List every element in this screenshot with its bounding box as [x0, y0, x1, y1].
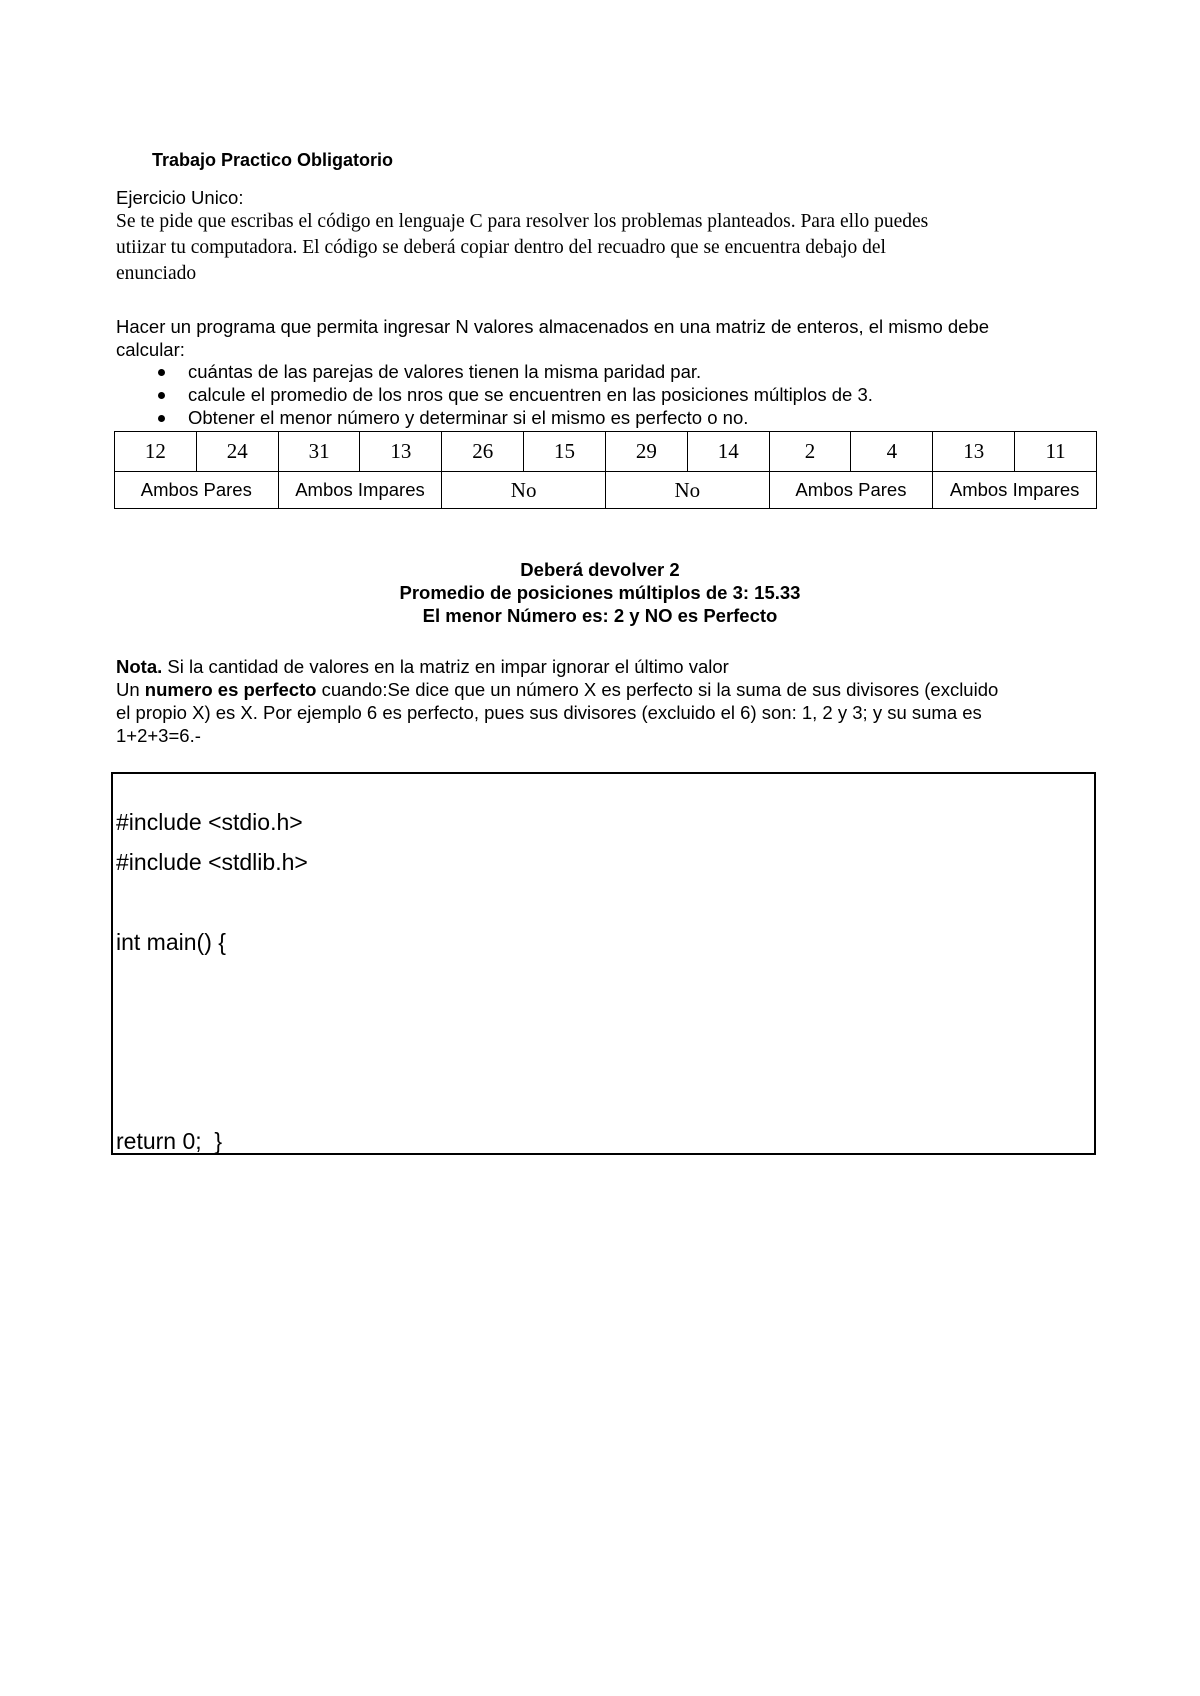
matrix-cell: 26: [442, 432, 524, 472]
pair-label-cell: Ambos Impares: [933, 472, 1097, 509]
task-line: calcular:: [116, 339, 185, 360]
intro-line: Se te pide que escribas el código en lenguaje C para resolver los problemas planteados. Para ello puedes: [116, 211, 929, 232]
page-title: Trabajo Practico Obligatorio: [152, 150, 394, 170]
note-text: Si la cantidad de valores en la matriz en impar ignorar el último valor: [162, 656, 729, 677]
intro-line: utiizar tu computadora. El código se deberá copiar dentro del recuadro que se encuentra debajo del: [116, 237, 886, 258]
perfect-definition-line: [116, 678, 1101, 701]
result-line: Deberá devolver 2: [520, 559, 680, 580]
matrix-cell: 31: [278, 432, 360, 472]
note-section: [116, 655, 1101, 747]
matrix-cell: 12: [115, 432, 197, 472]
matrix-cell: 24: [196, 432, 278, 472]
matrix-labels-row: [115, 472, 1097, 509]
matrix-cell: 13: [933, 432, 1015, 472]
code-line: #include <stdlib.h>: [116, 849, 308, 875]
matrix-cell: 13: [360, 432, 442, 472]
code-answer-box[interactable]: [111, 772, 1096, 1155]
pair-label-cell: Ambos Impares: [278, 472, 442, 509]
note-line: [116, 655, 1101, 678]
intro-paragraph: [116, 209, 1076, 287]
perfect-definition-line: el propio X) es X. Por ejemplo 6 es perfecto, pues sus divisores (excluido el 6) son: 1, 2 y 3; y su suma es: [116, 702, 982, 723]
matrix-cell: 2: [769, 432, 851, 472]
pair-label-cell: No: [605, 472, 769, 509]
result-line: Promedio de posiciones múltiplos de 3: 15.33: [399, 582, 801, 603]
intro-line: enunciado: [116, 263, 197, 284]
matrix-values-row: [115, 432, 1097, 472]
code-line: int main() {: [116, 929, 226, 955]
requirement-item: Obtener el menor número y determinar si el mismo es perfecto o no.: [158, 406, 873, 429]
definition-term: numero es perfecto: [144, 679, 317, 700]
task-paragraph: [116, 315, 1101, 361]
matrix-cell: 11: [1015, 432, 1097, 472]
perfect-definition-line: 1+2+3=6.-: [116, 725, 201, 746]
code-line: return 0; }: [116, 1128, 223, 1154]
requirement-item: calcule el promedio de los nros que se encuentren en las posiciones múltiplos de 3.: [158, 383, 873, 406]
expected-result: [0, 558, 1200, 627]
definition-prefix: Un: [116, 679, 145, 700]
note-label: Nota.: [116, 656, 163, 677]
example-matrix-table: [114, 431, 1097, 509]
requirements-list: [158, 360, 873, 429]
pair-label-cell: Ambos Pares: [769, 472, 933, 509]
definition-text: cuando:Se dice que un número X es perfecto si la suma de sus divisores (excluido: [316, 679, 999, 700]
requirement-item: cuántas de las parejas de valores tienen la misma paridad par.: [158, 360, 873, 383]
code-line: #include <stdio.h>: [116, 809, 303, 835]
exercise-label: Ejercicio Unico:: [116, 187, 244, 208]
matrix-cell: 15: [524, 432, 606, 472]
pair-label-cell: Ambos Pares: [115, 472, 279, 509]
matrix-cell: 14: [687, 432, 769, 472]
matrix-cell: 4: [851, 432, 933, 472]
pair-label-cell: No: [442, 472, 606, 509]
task-line: Hacer un programa que permita ingresar N valores almacenados en una matriz de enteros, el mismo debe: [116, 316, 990, 337]
matrix-cell: 29: [605, 432, 687, 472]
result-line: El menor Número es: 2 y NO es Perfecto: [422, 605, 778, 626]
